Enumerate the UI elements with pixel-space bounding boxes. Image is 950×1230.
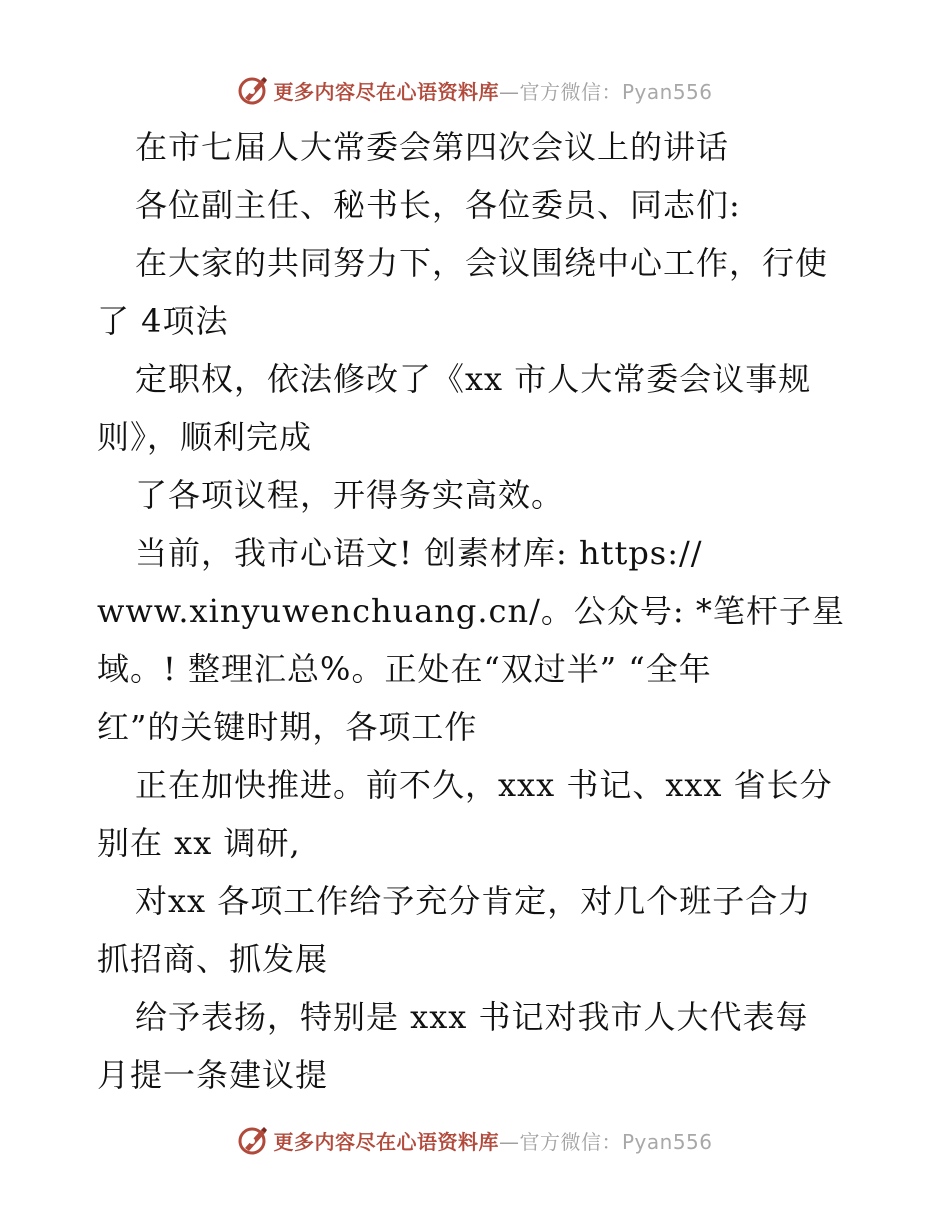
document-line: 则》，顺利完成 (97, 418, 313, 456)
document-line: 定职权，依法修改了《xx 市人大常委会议事规 (135, 360, 812, 398)
document-line: 月提一条建议提 (97, 1056, 329, 1094)
pen-logo-icon (237, 74, 269, 106)
pen-logo-icon (237, 1124, 269, 1156)
document-line: 正在加快推进。前不久，xxx 书记、xxx 省长分 (135, 766, 833, 804)
watermark-banner-top (0, 70, 950, 110)
document-line: 别在 xx 调研, (97, 824, 301, 862)
document-line: 抓招商、抓发展 (97, 940, 329, 978)
document-line: 当前，我市心语文! 创素材库: https:// (135, 534, 703, 572)
watermark-separator: — (498, 79, 520, 104)
document-line: 在大家的共同努力下，会议围绕中心工作，行使 (135, 244, 829, 282)
document-line: www.xinyuwenchuang.cn/。公众号: *笔杆子星 (97, 592, 845, 630)
watermark-banner-bottom (0, 1120, 950, 1160)
watermark-separator: — (498, 1129, 520, 1154)
watermark-official: 官方微信： (519, 1129, 622, 1154)
watermark-brand: 更多内容尽在心语资料库 (273, 79, 499, 104)
document-line: 给予表扬，特别是 xxx 书记对我市人大代表每 (135, 998, 809, 1036)
watermark-official: 官方微信： (519, 79, 622, 104)
document-body (97, 118, 857, 1104)
watermark-account: Pyan556 (621, 79, 713, 104)
document-line: 域。! 整理汇总%。正处在“双过半” “全年 (97, 650, 712, 688)
document-line: 了各项议程，开得务实高效。 (135, 476, 565, 514)
document-line: 对xx 各项工作给予充分肯定，对几个班子合力 (135, 882, 812, 920)
document-line: 各位副主任、秘书长，各位委员、同志们: (135, 186, 741, 224)
document-line: 红”的关键时期，各项工作 (97, 708, 478, 746)
document-line: 在市七届人大常委会第四次会议上的讲话 (135, 128, 730, 166)
watermark-brand: 更多内容尽在心语资料库 (273, 1129, 499, 1154)
document-line: 了 4项法 (97, 302, 229, 340)
watermark-account: Pyan556 (621, 1129, 713, 1154)
